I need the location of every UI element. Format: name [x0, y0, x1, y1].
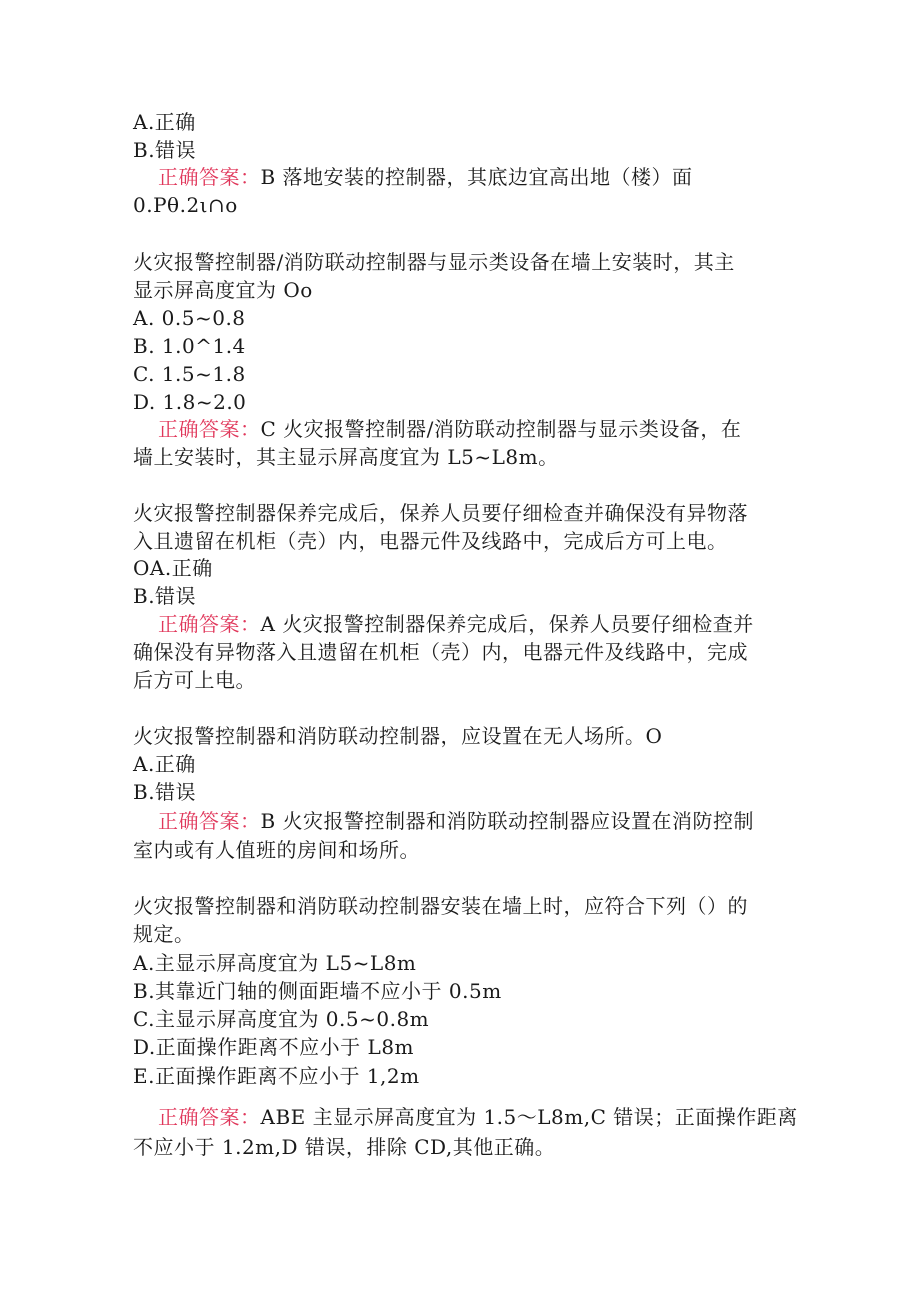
- answer-q5: [158, 1103, 818, 1131]
- option-q3-b: B.错误: [133, 584, 197, 608]
- answer-q1-cont: 0.Pθ.2ι∩o: [133, 193, 238, 217]
- answer-text: B 火灾报警控制器和消防联动控制器应设置在消防控制: [260, 809, 755, 833]
- question-q2-stem: 火灾报警控制器/消防联动控制器与显示类设备在墙上安装时，其主: [133, 250, 735, 274]
- option-q4-a: A.正确: [133, 752, 196, 776]
- option-q2-c: C. 1.5~1.8: [133, 362, 246, 386]
- option-q5-e: E.正面操作距离不应小于 1,2m: [133, 1064, 420, 1088]
- answer-q2: [158, 415, 818, 443]
- option-q4-b: B.错误: [133, 780, 197, 804]
- answer-text: B 落地安装的控制器，其底边宜高出地（楼）面: [260, 165, 693, 189]
- answer-text: ABE 主显示屏高度宜为 1.5～L8m,C 错误；正面操作距离: [260, 1105, 798, 1129]
- answer-text: A 火灾报警控制器保养完成后，保养人员要仔细检查并: [260, 612, 754, 636]
- option-q2-a: A. 0.5~0.8: [133, 306, 246, 330]
- question-q3-stem-cont: 入且遗留在机柜（壳）内，电器元件及线路中，完成后方可上电。: [133, 529, 728, 553]
- question-q3-stem: 火灾报警控制器保养完成后，保养人员要仔细检查并确保没有异物落: [133, 501, 748, 525]
- option-q5-a: A.主显示屏高度宜为 L5~L8m: [133, 951, 417, 975]
- question-q2-stem-cont: 显示屏高度宜为 Oo: [133, 278, 313, 302]
- answer-q4: [158, 807, 818, 835]
- option-q1-a: A.正确: [133, 110, 196, 134]
- answer-label: 正确答案：: [158, 809, 261, 833]
- option-q5-b: B.其靠近门轴的侧面距墙不应小于 0.5m: [133, 979, 502, 1003]
- answer-q3: [158, 610, 818, 638]
- answer-q5-cont: 不应小于 1.2m,D 错误，排除 CD,其他正确。: [133, 1135, 556, 1159]
- question-q5-stem: 火灾报警控制器和消防联动控制器安装在墙上时，应符合下列（）的: [133, 894, 748, 918]
- option-q2-b: B. 1.0^1.4: [133, 334, 246, 358]
- question-q5-stem-cont: 规定。: [133, 922, 195, 946]
- answer-label: 正确答案：: [158, 612, 261, 636]
- answer-label: 正确答案：: [158, 417, 261, 441]
- answer-label: 正确答案：: [158, 1105, 261, 1129]
- answer-q3-cont: 确保没有异物落入且遗留在机柜（壳）内，电器元件及线路中，完成: [133, 640, 748, 664]
- option-q3-a: OA.正确: [133, 556, 213, 580]
- answer-q4-cont: 室内或有人值班的房间和场所。: [133, 838, 420, 862]
- answer-q3-cont2: 后方可上电。: [133, 668, 256, 692]
- option-q1-b: B.错误: [133, 138, 197, 162]
- question-q4-stem: 火灾报警控制器和消防联动控制器，应设置在无人场所。O: [133, 724, 663, 748]
- answer-text: C 火灾报警控制器/消防联动控制器与显示类设备，在: [260, 417, 742, 441]
- option-q5-c: C.主显示屏高度宜为 0.5~0.8m: [133, 1007, 430, 1031]
- answer-label: 正确答案：: [158, 165, 261, 189]
- answer-q2-cont: 墙上安装时，其主显示屏高度宜为 L5~L8m。: [133, 445, 559, 469]
- option-q5-d: D.正面操作距离不应小于 L8m: [133, 1035, 415, 1059]
- option-q2-d: D. 1.8~2.0: [133, 390, 247, 414]
- answer-q1: [158, 163, 818, 191]
